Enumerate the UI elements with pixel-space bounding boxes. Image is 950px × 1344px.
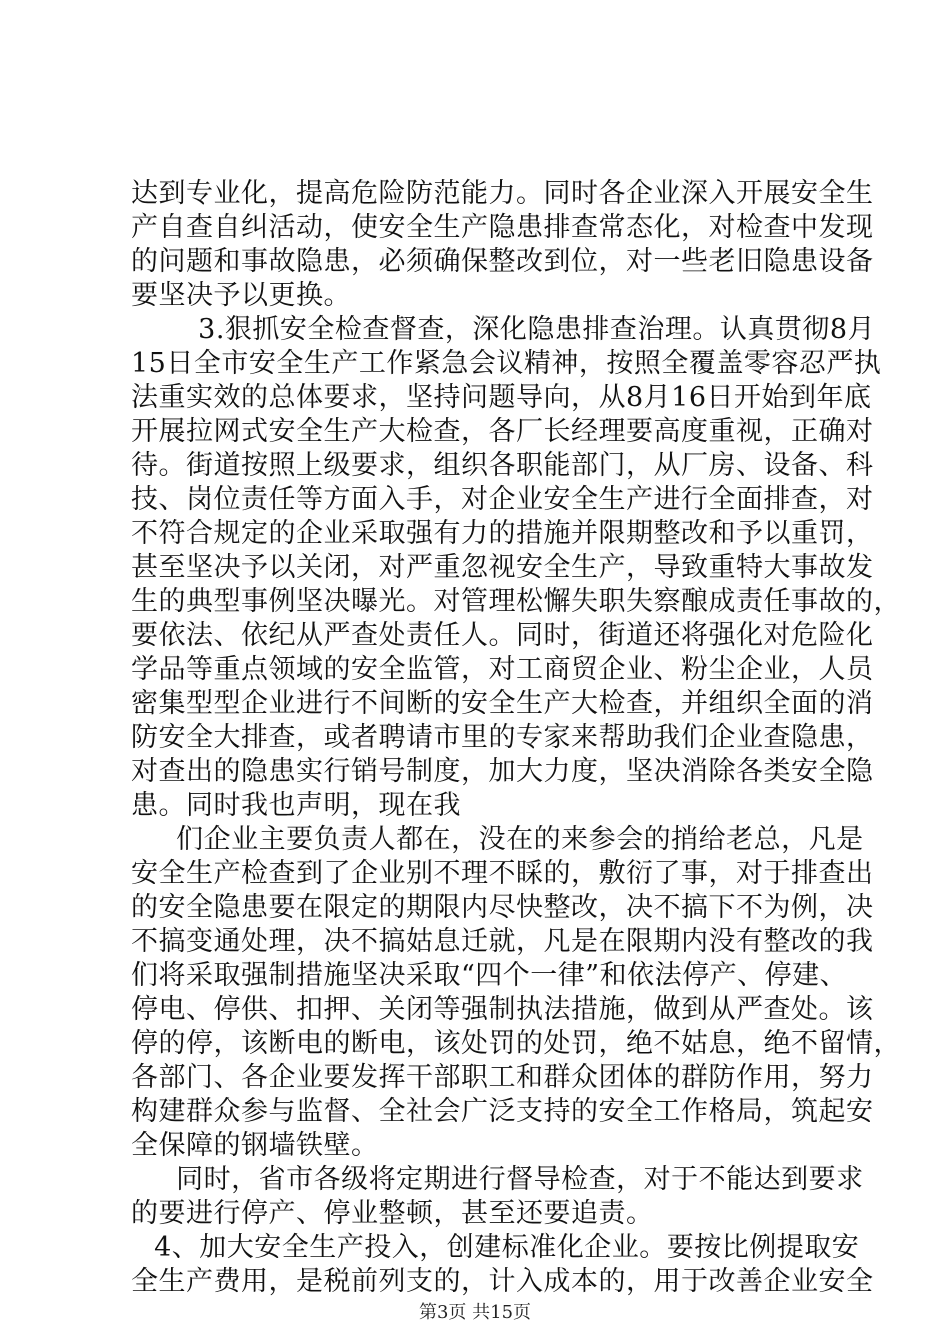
section-heading-line: 3.狠抓安全检查督查，深化隐患排查治理。认真贯彻8月: [180, 314, 876, 345]
body-text-line: 构建群众参与监督、全社会广泛支持的安全工作格局，筑起安: [131, 1096, 874, 1127]
body-text-line: 们企业主要负责人都在，没在的来参会的捎给老总，凡是: [158, 824, 864, 855]
body-text-line: 待。街道按照上级要求，组织各职能部门，从厂房、设备、科: [131, 450, 874, 481]
body-text-line: 同时，省市各级将定期进行督导检查，对于不能达到要求: [158, 1164, 864, 1195]
body-text-line: 开展拉网式安全生产大检查，各厂长经理要高度重视，正确对: [131, 416, 874, 447]
body-text-line: 的要进行停产、停业整顿，甚至还要追责。: [131, 1198, 654, 1229]
body-text-line: 安全生产检查到了企业别不理不睬的，敷衍了事，对于排查出: [131, 858, 874, 889]
body-text-line: 停的停，该断电的断电，该处罚的处罚，绝不姑息，绝不留情，: [131, 1028, 901, 1059]
body-text-line: 学品等重点领域的安全监管，对工商贸企业、粉尘企业，人员: [131, 654, 874, 685]
body-text-line: 全保障的钢墙铁壁。: [131, 1130, 379, 1161]
body-text-line: 的安全隐患要在限定的期限内尽快整改，决不搞下不为例，决: [131, 892, 874, 923]
body-text-line: 密集型型企业进行不间断的安全生产大检查，并组织全面的消: [131, 688, 874, 719]
body-text-line: 全生产费用，是税前列支的，计入成本的，用于改善企业安全: [131, 1266, 874, 1297]
page-number-footer: 第3页 共15页: [418, 1302, 532, 1323]
body-text-line: 要依法、依纪从严查处责任人。同时，街道还将强化对危险化: [131, 620, 874, 651]
body-text-line: 要坚决予以更换。: [131, 280, 351, 311]
body-text-line: 不符合规定的企业采取强有力的措施并限期整改和予以重罚，: [131, 518, 874, 549]
body-text-line: 停电、停供、扣押、关闭等强制执法措施，做到从严查处。该: [131, 994, 874, 1025]
body-text-line: 法重实效的总体要求，坚持问题导向，从8月16日开始到年底: [131, 382, 872, 413]
body-text-line: 们将采取强制措施坚决采取“四个一律”和依法停产、停建、: [131, 960, 848, 991]
section-heading-line: 4、加大安全生产投入，创建标准化企业。要按比例提取安: [145, 1232, 860, 1263]
body-text-line: 不搞变通处理，决不搞姑息迁就，凡是在限期内没有整改的我: [131, 926, 874, 957]
body-text-line: 达到专业化，提高危险防范能力。同时各企业深入开展安全生: [131, 178, 874, 209]
body-text-line: 的问题和事故隐患，必须确保整改到位，对一些老旧隐患设备: [131, 246, 874, 277]
body-text-line: 患。同时我也声明，现在我: [131, 790, 461, 821]
body-text-line: 15日全市安全生产工作紧急会议精神，按照全覆盖零容忍严执: [131, 348, 882, 379]
body-text-line: 生的典型事例坚决曝光。对管理松懈失职失察酿成责任事故的，: [131, 586, 901, 617]
body-text-line: 产自查自纠活动，使安全生产隐患排查常态化，对检查中发现: [131, 212, 874, 243]
body-text-line: 对查出的隐患实行销号制度，加大力度，坚决消除各类安全隐: [131, 756, 874, 787]
body-text-line: 技、岗位责任等方面入手，对企业安全生产进行全面排查，对: [131, 484, 874, 515]
body-text-line: 甚至坚决予以关闭，对严重忽视安全生产，导致重特大事故发: [131, 552, 874, 583]
body-text-line: 防安全大排查，或者聘请市里的专家来帮助我们企业查隐患，: [131, 722, 874, 753]
body-text-line: 各部门、各企业要发挥干部职工和群众团体的群防作用，努力: [131, 1062, 874, 1093]
